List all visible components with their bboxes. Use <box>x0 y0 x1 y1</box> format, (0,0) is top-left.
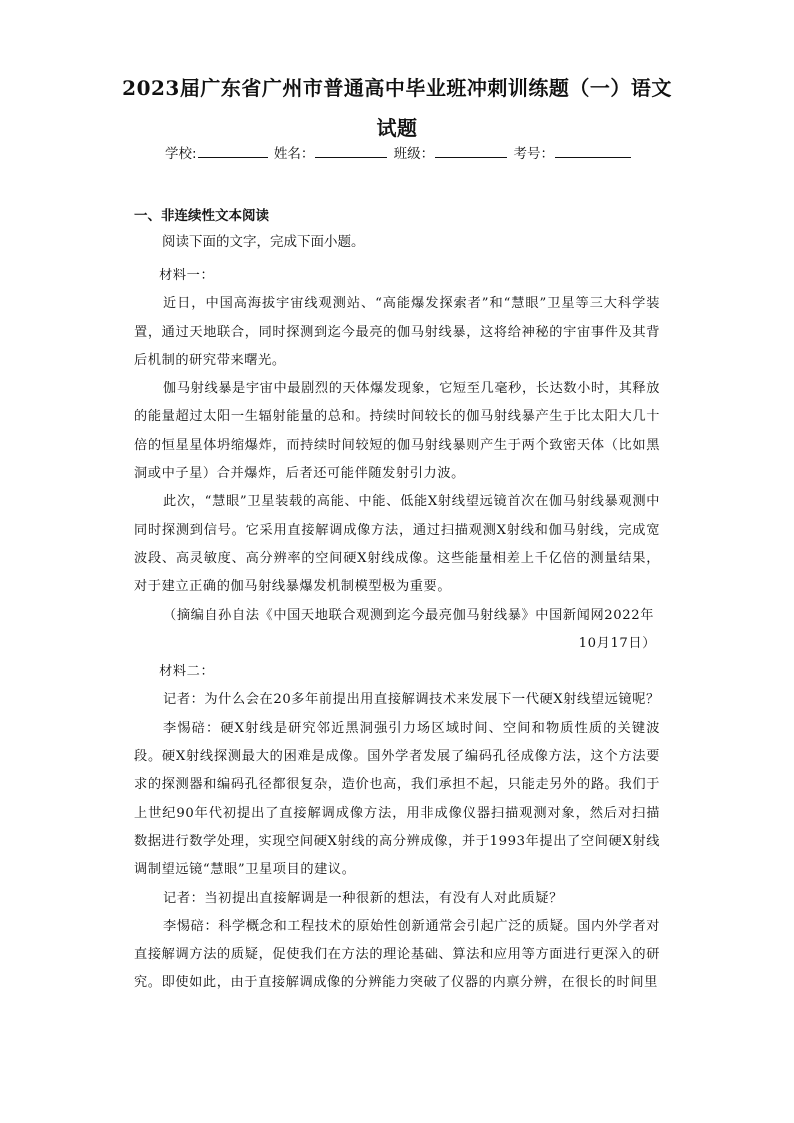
section-heading: 一、非连续性文本阅读 <box>134 208 269 224</box>
number-field[interactable] <box>555 143 631 158</box>
class-field[interactable] <box>435 143 507 158</box>
interview-question-2: 记者：当初提出直接解调是一种很新的想法，有没有人对此质疑？ <box>163 890 563 906</box>
number-label: 考号： <box>513 146 554 162</box>
material-2-label: 材料二： <box>159 664 215 680</box>
school-field[interactable] <box>198 143 268 158</box>
interview-answer-2: 李惕碚：科学概念和工程技术的原始性创新通常会引起广泛的质疑。国内外学者对直接解调方法的质疑，促使我们在方法的理论基础、算法和应用等方面进行更深入的研究。即使如此，由于直接解调成像的分辨能力突破了仪器的内禀分辨，在很长的时间里 <box>134 918 660 991</box>
reading-instruction: 阅读下面的文字，完成下面小题。 <box>162 234 365 250</box>
name-label: 姓名： <box>273 146 315 162</box>
material-1-source: （摘编自孙自法《中国天地联合观测到迄今最亮伽马射线暴》中国新闻网2022年 <box>163 607 654 623</box>
material-1-label: 材料一： <box>159 268 215 283</box>
title-line-2: 试题 <box>376 116 418 140</box>
name-field[interactable] <box>315 143 387 158</box>
student-info-row <box>165 143 645 165</box>
interview-answer-1: 李惕碚：硬X射线是研究邻近黑洞强引力场区域时间、空间和物质性质的关键波段。硬X射线探测最大的困难是成像。国外学者发展了编码孔径成像方法，这个方法要求的探测器和编码孔径都很复杂，造价也高，我们承担不起，只能走另外的路。我们于上世纪90年代初提出了直接解调成像方法，用非成像仪器扫描观测对象，然后对扫描数据进行数学处理，实现空间硬X射线的高分辨成像，并于1993年提出了空间硬X射线调制望远镜“慧眼”卫星项目的建议。 <box>134 720 660 878</box>
page-title <box>120 68 674 148</box>
material-1-paragraph-1: 近日，中国高海拔宇宙线观测站、“高能爆发探索者”和“慧眼”卫星等三大科学装置，通过天地联合，同时探测到迄今最亮的伽马射线暴，这将给神秘的宇宙事件及其背后机制的研究带来曙光。 <box>134 296 660 368</box>
class-label: 班级： <box>393 146 435 162</box>
reading-passage <box>134 262 660 998</box>
material-1-source-date: 10月17日） <box>578 635 656 651</box>
title-line-1: 2023届广东省广州市普通高中毕业班冲刺训练题（一）语文 <box>122 76 672 100</box>
material-1-paragraph-3: 此次，“慧眼”卫星装载的高能、中能、低能X射线望远镜首次在伽马射线暴观测中同时探测到信号。它采用直接解调成像方法，通过扫描观测X射线和伽马射线，完成宽波段、高灵敏度、高分辨率的空间硬X射线成像。这些能量相差上千亿倍的测量结果，对于建立正确的伽马射线暴爆发机制模型极为重要。 <box>134 494 660 595</box>
material-1-paragraph-2: 伽马射线暴是宇宙中最剧烈的天体爆发现象，它短至几毫秒，长达数小时，其释放的能量超过太阳一生辐射能量的总和。持续时间较长的伽马射线暴产生于比太阳大几十倍的恒星星体坍缩爆炸，而持续时间较短的伽马射线暴则产生于两个致密天体（比如黑洞或中子星）合并爆炸，后者还可能伴随发射引力波。 <box>134 381 660 482</box>
school-label: 学校: <box>165 146 197 162</box>
interview-question-1: 记者：为什么会在20多年前提出用直接解调技术来发展下一代硬X射线望远镜呢？ <box>163 692 660 708</box>
